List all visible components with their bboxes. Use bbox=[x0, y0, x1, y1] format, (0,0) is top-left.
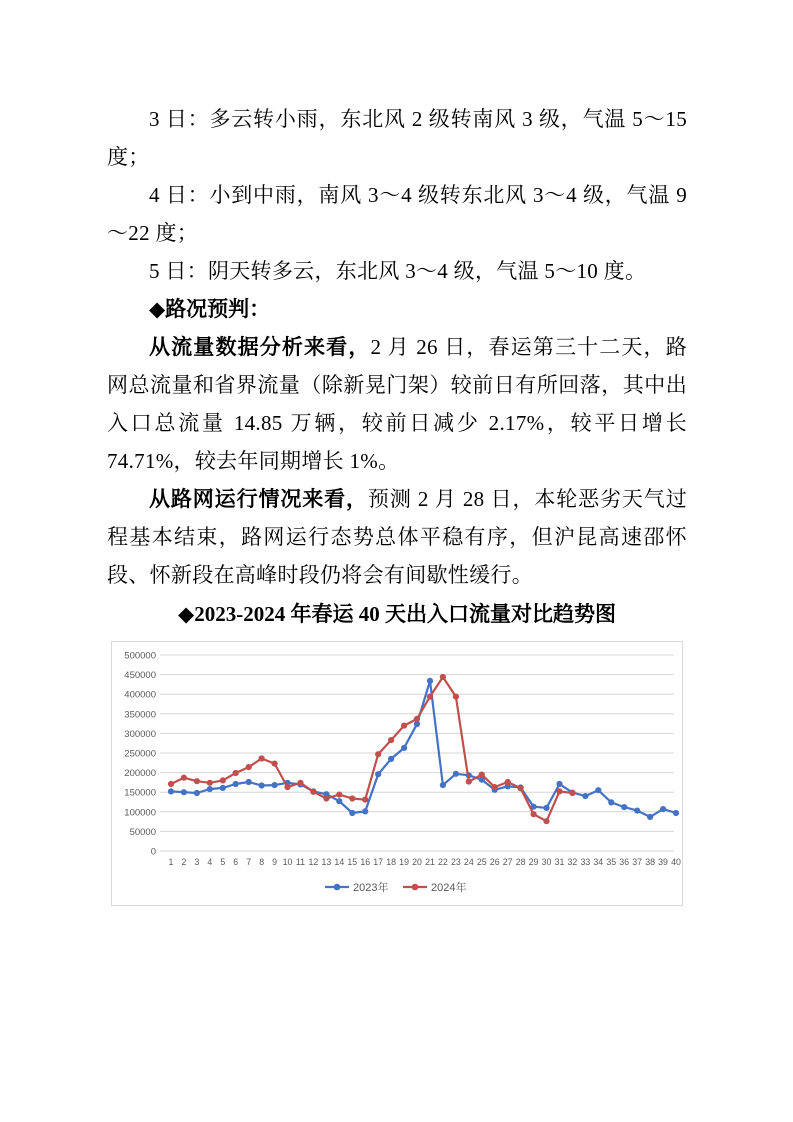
x-axis-tick-label: 11 bbox=[295, 857, 306, 867]
data-point bbox=[582, 793, 588, 799]
x-axis-tick-label: 32 bbox=[567, 857, 578, 867]
data-point bbox=[647, 814, 653, 820]
data-point bbox=[518, 785, 524, 791]
x-axis-tick-label: 22 bbox=[438, 857, 448, 867]
data-point bbox=[297, 780, 303, 786]
data-point bbox=[595, 787, 601, 793]
x-axis-tick-label: 24 bbox=[463, 857, 474, 867]
data-point bbox=[349, 810, 355, 816]
data-point bbox=[608, 799, 614, 805]
x-axis-tick-label: 21 bbox=[425, 857, 435, 867]
x-axis-tick-label: 25 bbox=[476, 857, 487, 867]
legend-label: 2023年 bbox=[353, 881, 389, 894]
data-point bbox=[375, 771, 381, 777]
series-line-2023年 bbox=[171, 681, 676, 817]
x-axis-tick-label: 34 bbox=[593, 857, 604, 867]
data-point bbox=[362, 797, 368, 803]
data-point bbox=[479, 772, 485, 778]
x-axis-tick-label: 5 bbox=[220, 857, 226, 867]
data-point bbox=[621, 804, 627, 810]
data-point bbox=[505, 779, 511, 785]
traffic-trend-chart-svg bbox=[112, 642, 682, 903]
x-axis-tick-label: 15 bbox=[347, 857, 358, 867]
data-point bbox=[246, 779, 252, 785]
x-axis-tick-label: 17 bbox=[373, 857, 384, 867]
data-point bbox=[543, 805, 549, 811]
x-axis-tick-label: 38 bbox=[645, 857, 656, 867]
x-axis-tick-label: 18 bbox=[386, 857, 397, 867]
legend-label: 2024年 bbox=[431, 881, 467, 894]
data-point bbox=[310, 789, 316, 795]
data-point bbox=[181, 789, 187, 795]
data-point bbox=[388, 756, 394, 762]
data-point bbox=[194, 790, 200, 796]
data-point bbox=[362, 808, 368, 814]
data-point bbox=[427, 694, 433, 700]
y-axis-tick-label: 350000 bbox=[124, 709, 156, 721]
y-axis-tick-label: 200000 bbox=[124, 768, 156, 780]
data-point bbox=[349, 795, 355, 801]
x-axis-tick-label: 9 bbox=[272, 857, 278, 867]
x-axis-tick-label: 2 bbox=[181, 857, 187, 867]
data-point bbox=[207, 780, 213, 786]
data-point bbox=[168, 781, 174, 787]
y-axis-tick-label: 50000 bbox=[129, 826, 156, 838]
x-axis-tick-label: 28 bbox=[515, 857, 526, 867]
x-axis-tick-label: 39 bbox=[658, 857, 668, 867]
x-axis-tick-label: 33 bbox=[580, 857, 591, 867]
x-axis-tick-label: 16 bbox=[360, 857, 371, 867]
x-axis-tick-label: 36 bbox=[619, 857, 630, 867]
data-point bbox=[401, 745, 407, 751]
data-point bbox=[220, 785, 226, 791]
data-point bbox=[375, 751, 381, 757]
data-point bbox=[207, 786, 213, 792]
data-point bbox=[220, 777, 226, 783]
x-axis-tick-label: 3 bbox=[194, 857, 200, 867]
data-point bbox=[259, 782, 265, 788]
chart-title: ◆2023-2024 年春运 40 天出入口流量对比趋势图 bbox=[178, 602, 616, 626]
weather-paragraph-day3: 3 日：多云转小雨，东北风 2 级转南风 3 级，气温 5～15 度； bbox=[107, 107, 687, 169]
data-point bbox=[673, 810, 679, 816]
x-axis-tick-label: 1 bbox=[168, 857, 174, 867]
data-point bbox=[246, 764, 252, 770]
data-point bbox=[556, 781, 562, 787]
data-point bbox=[556, 788, 562, 794]
data-point bbox=[453, 694, 459, 700]
x-axis-tick-label: 8 bbox=[259, 857, 265, 867]
data-point bbox=[440, 782, 446, 788]
data-point bbox=[427, 678, 433, 684]
y-axis-tick-label: 0 bbox=[150, 846, 156, 858]
x-axis-tick-label: 10 bbox=[282, 857, 293, 867]
data-point bbox=[531, 811, 537, 817]
y-axis-tick-label: 400000 bbox=[124, 689, 156, 701]
data-point bbox=[336, 792, 342, 798]
x-axis-tick-label: 26 bbox=[489, 857, 500, 867]
series-line-2024年 bbox=[171, 677, 572, 821]
data-point bbox=[569, 790, 575, 796]
section-heading-road-forecast: ◆路况预判： bbox=[149, 297, 271, 321]
data-point bbox=[181, 775, 187, 781]
legend-marker-dot bbox=[412, 884, 419, 891]
data-point bbox=[440, 674, 446, 680]
y-axis-tick-label: 100000 bbox=[124, 807, 156, 819]
data-point bbox=[194, 778, 200, 784]
y-axis-tick-label: 500000 bbox=[124, 650, 156, 662]
network-status-paragraph bbox=[107, 480, 687, 594]
data-point bbox=[272, 782, 278, 788]
traffic-data-paragraph bbox=[107, 328, 687, 480]
x-axis-tick-label: 12 bbox=[308, 857, 319, 867]
y-axis-tick-label: 150000 bbox=[124, 787, 156, 799]
data-point bbox=[336, 798, 342, 804]
data-point bbox=[233, 781, 239, 787]
data-point bbox=[492, 784, 498, 790]
data-point bbox=[323, 795, 329, 801]
x-axis-tick-label: 30 bbox=[541, 857, 552, 867]
data-point bbox=[168, 788, 174, 794]
x-axis-tick-label: 14 bbox=[334, 857, 345, 867]
x-axis-tick-label: 20 bbox=[412, 857, 422, 867]
document-content bbox=[107, 100, 687, 906]
y-axis-tick-label: 300000 bbox=[124, 728, 156, 740]
data-point bbox=[660, 806, 666, 812]
x-axis-tick-label: 19 bbox=[399, 857, 409, 867]
network-status-lead: 从路网运行情况来看， bbox=[149, 487, 368, 511]
x-axis-tick-label: 6 bbox=[233, 857, 239, 867]
x-axis-tick-label: 7 bbox=[246, 857, 252, 867]
data-point bbox=[466, 779, 472, 785]
network-status-body: 预测 2 月 28 日，本轮恶劣天气过程基本结束，路网运行态势总体平稳有序，但沪昆高速邵怀段、怀新段在高峰时段仍将会有间歇性缓行。 bbox=[107, 487, 687, 587]
x-axis-tick-label: 29 bbox=[528, 857, 539, 867]
x-axis-tick-label: 13 bbox=[321, 857, 332, 867]
x-axis-tick-label: 35 bbox=[606, 857, 617, 867]
data-point bbox=[388, 737, 394, 743]
data-point bbox=[401, 723, 407, 729]
weather-paragraph-day4: 4 日：小到中雨，南风 3～4 级转东北风 3～4 级，气温 9～22 度； bbox=[107, 183, 687, 245]
x-axis-tick-label: 40 bbox=[671, 857, 681, 867]
data-point bbox=[634, 808, 640, 814]
data-point bbox=[453, 771, 459, 777]
traffic-data-lead: 从流量数据分析来看， bbox=[149, 335, 371, 359]
traffic-data-body: 2 月 26 日，春运第三十二天，路网总流量和省界流量（除新晃门架）较前日有所回落，其中出入口总流量 14.85 万辆，较前日减少 2.17%，较平日增长 74.71%，较去年同期增长 1%。 bbox=[107, 335, 688, 473]
data-point bbox=[543, 818, 549, 824]
weather-paragraph-day5: 5 日：阴天转多云，东北风 3～4 级，气温 5～10 度。 bbox=[149, 259, 647, 283]
x-axis-tick-label: 37 bbox=[632, 857, 643, 867]
data-point bbox=[414, 716, 420, 722]
data-point bbox=[284, 784, 290, 790]
legend-marker-dot bbox=[334, 884, 341, 891]
x-axis-tick-label: 23 bbox=[450, 857, 461, 867]
data-point bbox=[259, 755, 265, 761]
data-point bbox=[272, 761, 278, 767]
x-axis-tick-label: 31 bbox=[554, 857, 565, 867]
traffic-trend-chart bbox=[111, 641, 683, 906]
y-axis-tick-label: 250000 bbox=[124, 748, 156, 760]
x-axis-tick-label: 4 bbox=[207, 857, 213, 867]
x-axis-tick-label: 27 bbox=[502, 857, 513, 867]
y-axis-tick-label: 450000 bbox=[124, 670, 156, 682]
data-point bbox=[233, 770, 239, 776]
